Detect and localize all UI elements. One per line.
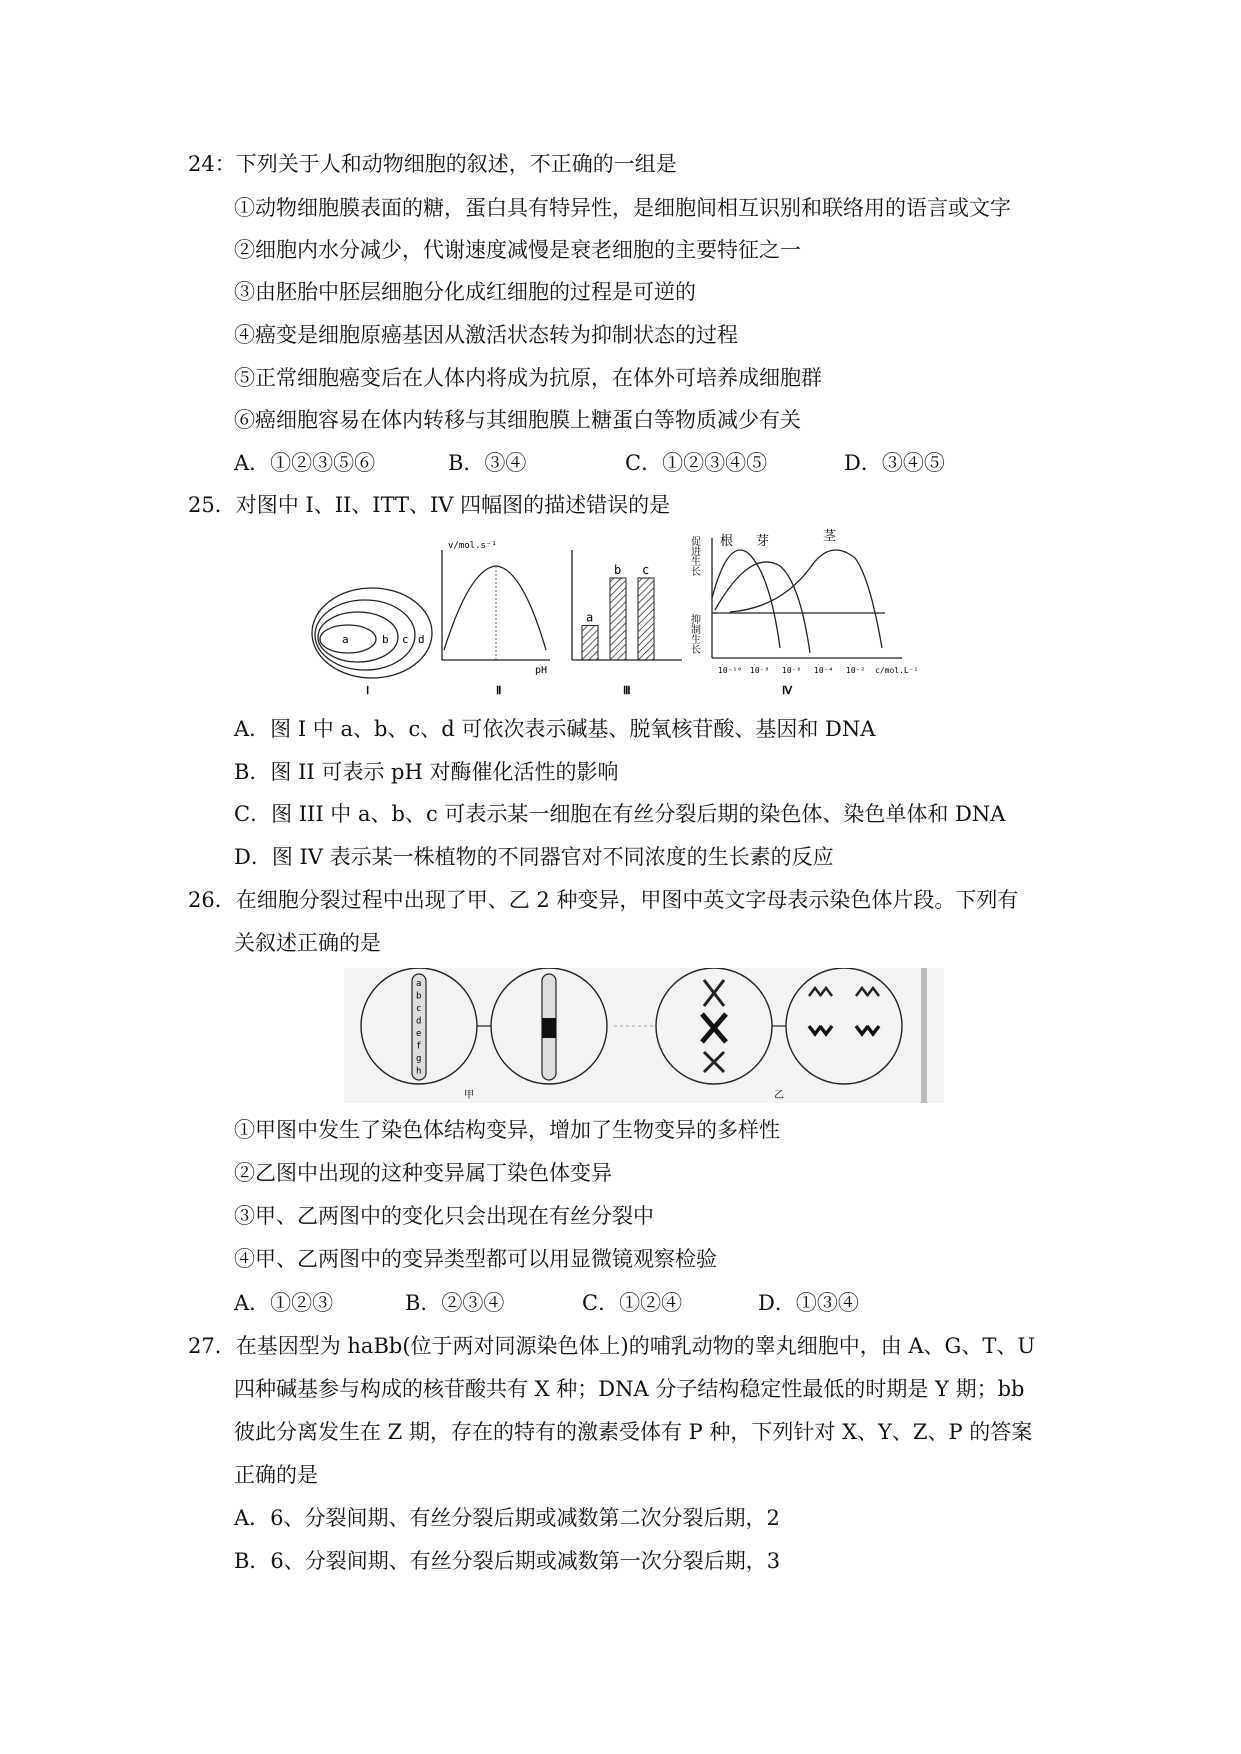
fig4-xunit: c/mol.L⁻¹ [875,666,919,675]
q26-figure-svg [344,968,944,1103]
q27-option-a: A．6、分裂间期、有丝分裂后期或减数第二次分裂后期，2 [234,1506,780,1530]
q26-figure [344,968,944,1103]
fig1-ellipse-d [312,588,432,678]
fig1-label: Ⅰ [366,684,370,697]
fig1-letter-b: b [382,633,389,646]
fig4-label-bud: 芽 [756,534,770,549]
jia-caption: 甲 [464,1090,474,1101]
q24-item-2: ②细胞内水分减少，代谢速度减慢是衰老细胞的主要特征之一 [234,238,801,262]
fig1-letter-a: a [342,633,349,646]
fig3-bar-c [638,578,654,660]
fig2-xlabel: pH [535,665,548,676]
chromosome-segment-h: h [416,1066,422,1077]
yi-cell-1-chromosome-middle [702,1014,726,1042]
q25-stem: 25．对图中 I、II、ITT、IV 四幅图的描述错误的是 [188,493,671,517]
q24-option-d: D．③④⑤ [844,451,945,475]
fig4-xtick-4: 10⁻⁴ [814,666,834,675]
fig4-xtick-1: 10⁻¹⁰ [718,666,743,675]
chromosome-segment-e: e [416,1029,422,1039]
chromosome-segment-b: b [416,991,422,1002]
chromosome-segment-a: a [416,979,422,989]
q24-option-a: A．①②③⑤⑥ [234,451,376,475]
fig3-bar-label-b: b [614,563,622,577]
q25-figure-svg [310,528,930,698]
q24-item-3: ③由胚胎中胚层细胞分化成红细胞的过程是可逆的 [234,280,696,304]
q24-item-4: ④癌变是细胞原癌基因从激活状态转为抑制状态的过程 [234,323,738,347]
fig4-xtick-2: 10⁻⁸ [750,666,770,675]
q25-option-a: A．图 I 中 a、b、c、d 可依次表示碱基、脱氧核苷酸、基因和 DNA [234,717,876,741]
q27-stem-line-3: 彼此分离发生在 Z 期，存在的特有的激素受体有 P 种，下列针对 X、Y、Z、P 的答案 [234,1420,1033,1444]
fig1-ellipse-c [315,600,415,670]
q26-stem-line-2: 关叙述正确的是 [234,931,381,955]
q25-option-c: C．图 III 中 a、b、c 可表示某一细胞在有丝分裂后期的染色体、染色单体和 DNA [234,802,1006,826]
q24-stem: 24：下列关于人和动物细胞的叙述，不正确的一组是 [188,152,677,176]
chromosome-segment-f: f [416,1041,422,1052]
yi-cell-2-chromosome-right-bottom [856,1026,879,1034]
chromosome-segment-g: g [416,1054,422,1064]
q25-option-b: B．图 II 可表示 pH 对酶催化活性的影响 [234,760,619,784]
fig4-xtick-3: 10⁻⁶ [782,666,802,675]
fig1-letter-d: d [418,633,425,646]
fig4-label-stem: 茎 [823,529,837,544]
chromosome-segment-c: c [416,1004,422,1014]
q27-stem-line-4: 正确的是 [234,1463,318,1487]
q27-stem-line-2: 四种碱基参与构成的核苷酸共有 X 种；DNA 分子结构稳定性最低的时期是 Y 期；bb [234,1377,1025,1401]
q26-item-3: ③甲、乙两图中的变化只会出现在有丝分裂中 [234,1204,654,1228]
q26-option-c: C．①②④ [582,1291,683,1315]
fig4-xtick-5: 10⁻² [846,666,866,675]
fig4-curve-stem [730,550,882,648]
jia-chromosome-1 [412,974,426,1080]
fig3-bar-b [610,578,626,660]
q26-item-1: ①甲图中发生了染色体结构变异，增加了生物变异的多样性 [234,1118,780,1142]
q26-option-b: B．②③④ [405,1291,505,1315]
yi-cell-2-chromosome-left-top [809,988,832,996]
yi-cell-1-chromosome-bottom [704,1052,724,1072]
q24-item-1: ①动物细胞膜表面的糖，蛋白具有特异性，是细胞间相互识别和联络用的语言或文字 [234,196,1011,220]
fig3-bars [582,563,654,660]
fig3-bar-a [582,626,598,660]
yi-cell-2 [786,968,902,1084]
fig3-bar-label-c: c [642,563,650,577]
q26-option-a: A．①②③ [234,1291,334,1315]
fig3-bar-label-a: a [586,610,594,625]
q25-figure [310,528,930,698]
fig2-ylabel: v/mol.s⁻¹ [448,541,497,551]
fig1-letter-c: c [402,633,409,646]
fig4-ylabel-top: 促进生长 [688,536,700,576]
q27-option-b: B．6、分裂间期、有丝分裂后期或减数第一次分裂后期，3 [234,1549,781,1573]
fig4-axes [712,538,902,658]
fig2-activity-curve [444,566,546,650]
fig3-label: Ⅲ [623,684,631,697]
yi-cell-1-chromosome-top [704,980,724,1006]
fig1-nested-ellipses [312,588,432,678]
fig2-label: Ⅱ [496,684,502,697]
jia-chromosome-2-dark-segment [542,1018,556,1038]
q24-item-5: ⑤正常细胞癌变后在人体内将成为抗原，在体外可培养成细胞群 [234,366,822,390]
chromosome-segment-d: d [416,1016,422,1027]
q24-item-6: ⑥癌细胞容易在体内转移与其细胞膜上糖蛋白等物质减少有关 [234,408,801,432]
q24-option-b: B．③④ [448,451,527,475]
fig4-ylabel-bottom: 抑制生长 [688,614,700,654]
yi-cell-2-chromosome-left-bottom [809,1026,832,1034]
q26-option-d: D．①③④ [758,1291,859,1315]
q27-stem-line-1: 27．在基因型为 haBb(位于两对同源染色体上)的哺乳动物的睾丸细胞中，由 A、G、T、U [188,1334,1036,1358]
yi-caption: 乙 [774,1090,784,1101]
q26-item-2: ②乙图中出现的这种变异属丁染色体变异 [234,1161,612,1185]
q26-stem-line-1: 26．在细胞分裂过程中出现了甲、乙 2 种变异，甲图中英文字母表示染色体片段。下列有 [188,888,1019,912]
q24-option-c: C．①②③④⑤ [625,451,768,475]
fig4-label-root: 根 [720,534,734,549]
fig4-label: Ⅳ [782,684,793,697]
yi-cell-2-chromosome-right-top [856,988,879,996]
q25-option-d: D．图 IV 表示某一株植物的不同器官对不同浓度的生长素的反应 [234,845,834,869]
q26-item-4: ④甲、乙两图中的变异类型都可以用显微镜观察检验 [234,1247,717,1271]
